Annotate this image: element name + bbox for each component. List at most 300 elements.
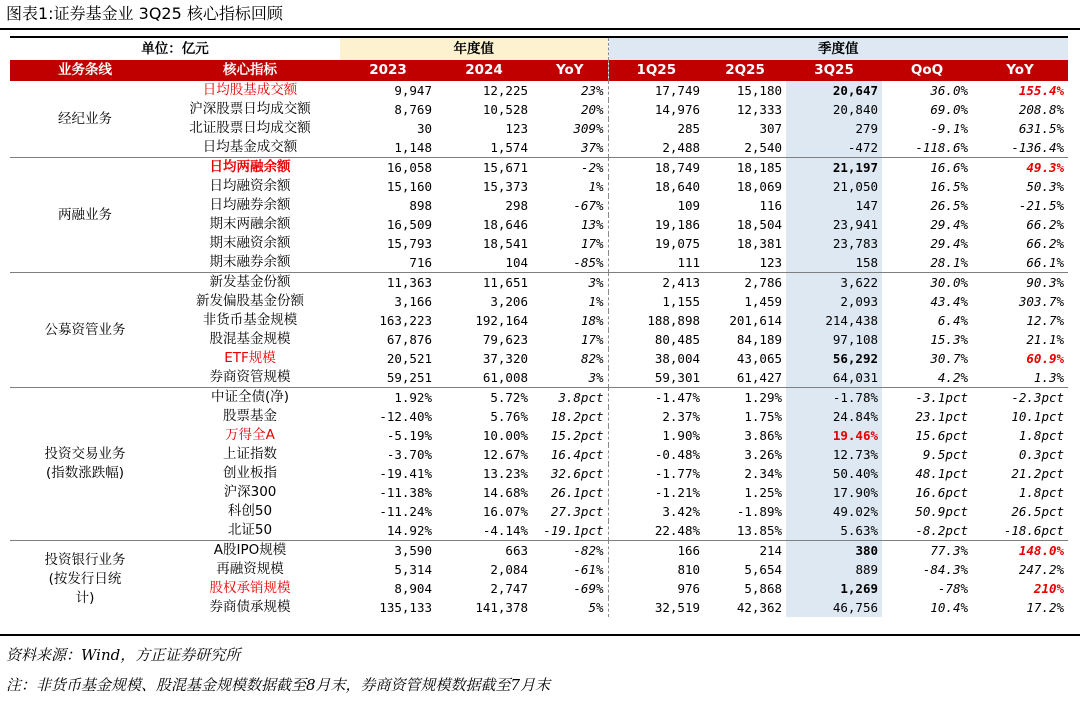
value-cell: 2,413 (608, 273, 704, 293)
value-cell: 188,898 (608, 311, 704, 330)
value-cell: 26.5pct (1011, 504, 1065, 519)
value-cell: 10.1pct (1011, 409, 1065, 424)
value-cell: 303.7% (1018, 294, 1065, 309)
value-cell: 37,320 (482, 351, 528, 366)
table-row (10, 502, 1068, 521)
value-cell: 163,223 (379, 313, 432, 328)
value-cell: 14.68% (482, 485, 528, 500)
metric-name: 沪深300 (223, 484, 277, 500)
metric-name: 日均两融余额 (160, 158, 340, 178)
value-cell: 1% (588, 179, 604, 194)
value-cell: 2.34% (744, 466, 783, 481)
value-cell: 3% (588, 370, 604, 385)
value-cell: 18,185 (704, 158, 786, 178)
value-cell: 2,747 (490, 581, 528, 596)
value-cell: 2.37% (608, 407, 704, 426)
value-cell: 16.5% (930, 179, 969, 194)
value-cell: 18,749 (608, 158, 704, 178)
table-row (10, 464, 1068, 483)
metric-name: 日均股基成交额 (202, 82, 298, 98)
value-cell: 123 (759, 255, 783, 270)
value-cell: 18,504 (736, 217, 783, 232)
value-cell: 976 (608, 579, 704, 598)
value-cell: -136.4% (1011, 140, 1065, 155)
col-header: YoY (532, 60, 608, 81)
value-cell: 15,793 (386, 236, 432, 251)
value-cell: 2,084 (490, 562, 528, 577)
value-cell: 166 (608, 541, 704, 561)
annual-header: 年度值 (340, 37, 608, 60)
metric-name: 科创50 (227, 503, 273, 519)
value-cell: 4.2% (937, 370, 969, 385)
value-cell: 32.6pct (550, 466, 604, 481)
table-row (10, 311, 1068, 330)
value-cell: 0.3pct (1018, 447, 1065, 462)
table-row (10, 541, 1068, 561)
segment-label (10, 158, 160, 273)
value-cell: 5,314 (394, 562, 432, 577)
value-cell: -1.47% (608, 388, 704, 408)
metric-name: 新发基金份额 (160, 273, 340, 293)
value-cell: 82% (580, 351, 604, 366)
value-cell: 19,075 (608, 234, 704, 253)
value-cell: -18.6pct (1003, 523, 1065, 538)
value-cell: 201,614 (729, 313, 783, 328)
metric-name: 股混基金规模 (209, 331, 291, 347)
value-cell: 2,540 (744, 140, 783, 155)
value-cell: 84,189 (736, 332, 783, 347)
col-header: 3Q25 (786, 60, 882, 81)
value-cell: 59,301 (608, 368, 704, 388)
value-cell: -19.1pct (543, 523, 604, 538)
footnote: 注：非货币基金规模、股混基金规模数据截至8月末，券商资管规模数据截至7月末 (6, 676, 551, 694)
value-cell: 26.5% (930, 198, 969, 213)
table-row (10, 292, 1068, 311)
value-cell: -4.14% (482, 523, 528, 538)
value-cell: 22.48% (608, 521, 704, 541)
value-cell: 12.67% (482, 447, 528, 462)
value-cell: 17% (580, 236, 604, 251)
value-cell: 66.2% (1026, 236, 1065, 251)
value-cell: 8,769 (394, 102, 432, 117)
value-cell: 18,541 (482, 236, 528, 251)
value-cell: 43,065 (736, 351, 783, 366)
value-cell: 43.4% (930, 294, 969, 309)
value-cell: 2,488 (608, 138, 704, 158)
value-cell: -82% (532, 541, 608, 561)
value-cell: 61,008 (482, 370, 528, 385)
value-cell: 28.1% (930, 255, 969, 270)
value-cell: 663 (436, 541, 532, 561)
value-cell: 23,783 (786, 234, 882, 253)
value-cell: -21.5% (1018, 198, 1065, 213)
value-cell: 38,004 (608, 349, 704, 368)
value-cell: 3.86% (744, 428, 783, 443)
segment-label-line: 公募资管业务 (44, 321, 126, 338)
value-cell: 116 (759, 198, 783, 213)
table-row (10, 407, 1068, 426)
col-header: 1Q25 (608, 60, 704, 81)
metric-name: ETF规模 (224, 350, 276, 366)
value-cell: 1.8pct (1018, 428, 1065, 443)
metric-name: 中证全债(净) (160, 388, 340, 408)
table-row (10, 388, 1068, 408)
metric-name: 上证指数 (223, 446, 277, 462)
value-cell: 20,840 (786, 100, 882, 119)
value-cell: 17% (580, 332, 604, 347)
value-cell: 29.4% (930, 217, 969, 232)
metric-name: 沪深股票日均成交额 (189, 101, 311, 117)
segment-label-line: 经纪业务 (58, 110, 112, 127)
metrics-table (10, 36, 1068, 617)
value-cell: 307 (759, 121, 783, 136)
value-cell: -78% (937, 581, 969, 596)
value-cell: -118.6% (915, 140, 969, 155)
value-cell: 1.8pct (1018, 485, 1065, 500)
value-cell: 21.1% (1026, 332, 1065, 347)
table-row (10, 349, 1068, 368)
value-cell: 50.3% (1026, 179, 1065, 194)
table-row (10, 177, 1068, 196)
table-row (10, 426, 1068, 445)
value-cell: -3.1pct (882, 388, 972, 408)
value-cell: 298 (505, 198, 528, 213)
value-cell: 10,528 (482, 102, 528, 117)
value-cell: 11,651 (436, 273, 532, 293)
value-cell: 158 (786, 253, 882, 273)
metric-name: 创业板指 (223, 465, 277, 481)
value-cell: 3.8pct (532, 388, 608, 408)
value-cell: 23,941 (786, 215, 882, 234)
value-cell: 69.0% (930, 102, 969, 117)
col-header: QoQ (882, 60, 972, 81)
value-cell: 61,427 (736, 370, 783, 385)
value-cell: 66.2% (1026, 217, 1065, 232)
value-cell: 15,373 (482, 179, 528, 194)
segment-label (10, 541, 160, 618)
value-cell: 16,058 (340, 158, 436, 178)
value-cell: 12,333 (736, 102, 783, 117)
metric-name: 日均融资余额 (209, 178, 291, 194)
value-cell: 214 (704, 541, 786, 561)
value-cell: 2,786 (704, 273, 786, 293)
metric-name: 再融资规模 (216, 561, 284, 577)
value-cell: 1.29% (704, 388, 786, 408)
value-cell: 10.4% (930, 600, 969, 615)
table-row (10, 215, 1068, 234)
value-cell: 18,069 (736, 179, 783, 194)
value-cell: 16.4pct (550, 447, 604, 462)
col-header: 2024 (436, 60, 532, 81)
metric-name: 北证股票日均成交额 (189, 120, 311, 136)
table-row (10, 598, 1068, 617)
value-cell: 208.8% (1018, 102, 1065, 117)
table-row (10, 483, 1068, 502)
value-cell: 12.73% (786, 445, 882, 464)
value-cell: 20,521 (386, 351, 432, 366)
metric-name: 北证50 (227, 522, 273, 538)
table-row (10, 445, 1068, 464)
value-cell: 898 (409, 198, 432, 213)
value-cell: 50.9pct (915, 504, 969, 519)
value-cell: -0.48% (608, 445, 704, 464)
value-cell: 59,251 (386, 370, 432, 385)
table-row (10, 158, 1068, 178)
value-cell: 631.5% (1018, 121, 1065, 136)
value-cell: -1.89% (736, 504, 783, 519)
value-cell: 3% (532, 273, 608, 293)
value-cell: -85% (573, 255, 604, 270)
segment-label-line: (按发行日统 (48, 570, 122, 587)
metric-name: 非货币基金规模 (202, 312, 298, 328)
metric-name: 期末融资余额 (209, 235, 291, 251)
value-cell: 3,590 (340, 541, 436, 561)
value-cell: 14,976 (608, 100, 704, 119)
table-row (10, 81, 1068, 100)
value-cell: 21,197 (786, 158, 882, 178)
value-cell: 26.1pct (550, 485, 604, 500)
table-row (10, 521, 1068, 541)
value-cell: 5,868 (744, 581, 783, 596)
value-cell: 3.26% (744, 447, 783, 462)
table-row (10, 100, 1068, 119)
col-header: 2Q25 (704, 60, 786, 81)
value-cell: 810 (608, 560, 704, 579)
value-cell: 16.6pct (915, 485, 969, 500)
value-cell: 15.6pct (915, 428, 969, 443)
col-header: YoY (972, 60, 1068, 81)
value-cell: 1,148 (394, 140, 432, 155)
value-cell: 123 (505, 121, 528, 136)
value-cell: 247.2% (1018, 562, 1065, 577)
value-cell: 21.2pct (1011, 466, 1065, 481)
value-cell: 66.1% (1026, 255, 1065, 270)
value-cell: 64,031 (786, 368, 882, 388)
value-cell: 80,485 (608, 330, 704, 349)
segment-label (10, 81, 160, 158)
value-cell: 104 (505, 255, 528, 270)
value-cell: 1,269 (786, 579, 882, 598)
table-row (10, 368, 1068, 388)
value-cell: 716 (409, 255, 432, 270)
table-row (10, 560, 1068, 579)
value-cell: 1.92% (340, 388, 436, 408)
value-cell: 5.76% (490, 409, 528, 424)
metric-header: 核心指标 (160, 60, 340, 81)
value-cell: 20% (580, 102, 604, 117)
value-cell: 214,438 (786, 311, 882, 330)
value-cell: 9,947 (394, 83, 432, 98)
value-cell: 3,622 (786, 273, 882, 293)
value-cell: 27.3pct (550, 504, 604, 519)
value-cell: 17.90% (786, 483, 882, 502)
value-cell: 12.7% (1026, 313, 1065, 328)
value-cell: -1.77% (608, 464, 704, 483)
value-cell: -2% (532, 158, 608, 178)
value-cell: 5% (588, 600, 604, 615)
value-cell: -19.41% (379, 466, 432, 481)
value-cell: 16.07% (482, 504, 528, 519)
value-cell: 18,381 (736, 236, 783, 251)
value-cell: 37% (580, 140, 604, 155)
value-cell: 1,574 (490, 140, 528, 155)
value-cell: -69% (573, 581, 604, 596)
metric-name: 券商资管规模 (209, 369, 291, 385)
segment-label-line: (指数涨跌幅) (45, 465, 125, 481)
value-cell: 18,640 (608, 177, 704, 196)
value-cell: 30.7% (930, 351, 969, 366)
value-cell: 309% (573, 121, 604, 136)
value-cell: 5.63% (786, 521, 882, 541)
value-cell: -11.24% (379, 504, 432, 519)
value-cell: -8.2pct (915, 523, 969, 538)
value-cell: 30.0% (882, 273, 972, 293)
value-cell: 15.3% (930, 332, 969, 347)
value-cell: 29.4% (930, 236, 969, 251)
value-cell: 15,180 (736, 83, 783, 98)
value-cell: 32,519 (608, 598, 704, 617)
value-cell: 141,378 (475, 600, 528, 615)
figure-title: 图表1:证券基金业 3Q25 核心指标回顾 (6, 4, 283, 23)
value-cell: 1.75% (744, 409, 783, 424)
quarterly-header: 季度值 (608, 37, 1068, 60)
value-cell: 889 (786, 560, 882, 579)
unit-header: 单位：亿元 (10, 37, 340, 60)
value-cell: 21,050 (786, 177, 882, 196)
value-cell: 1.25% (744, 485, 783, 500)
value-cell: -84.3% (922, 562, 969, 577)
value-cell: -472 (786, 138, 882, 158)
value-cell: -2.3pct (972, 388, 1068, 408)
value-cell: 380 (786, 541, 882, 561)
value-cell: -12.40% (379, 409, 432, 424)
table-row (10, 119, 1068, 138)
segment-header: 业务条线 (10, 60, 160, 81)
table-row (10, 273, 1068, 293)
value-cell: 1% (588, 294, 604, 309)
value-cell: 13% (580, 217, 604, 232)
value-cell: 147 (786, 196, 882, 215)
value-cell: 23% (580, 83, 604, 98)
metric-name: A股IPO规模 (160, 541, 340, 561)
value-cell: 14.92% (386, 523, 432, 538)
value-cell: 48.1pct (915, 466, 969, 481)
value-cell: 1,459 (744, 294, 783, 309)
value-cell: 279 (786, 119, 882, 138)
value-cell: 109 (608, 196, 704, 215)
metric-name: 新发偏股基金份额 (196, 293, 304, 309)
segment-label-line: 两融业务 (58, 206, 112, 223)
value-cell: -67% (573, 198, 604, 213)
metric-name: 股票基金 (223, 408, 277, 424)
value-cell: 67,876 (386, 332, 432, 347)
metric-name: 日均基金成交额 (202, 139, 298, 155)
value-cell: 18% (580, 313, 604, 328)
value-cell: 97,108 (786, 330, 882, 349)
value-cell: 11,363 (340, 273, 436, 293)
table-row (10, 196, 1068, 215)
value-cell: -61% (573, 562, 604, 577)
value-cell: -9.1% (930, 121, 969, 136)
segment-label-line: 投资银行业务 (44, 551, 126, 568)
value-cell: 18,646 (482, 217, 528, 232)
value-cell: 3,166 (394, 294, 432, 309)
table-body (10, 81, 1068, 617)
value-cell: 13.85% (736, 523, 783, 538)
value-cell: 13.23% (482, 466, 528, 481)
value-cell: -1.78% (786, 388, 882, 408)
value-cell: 1.3% (1033, 370, 1065, 385)
value-cell: 10.00% (482, 428, 528, 443)
value-cell: 16,509 (386, 217, 432, 232)
footer-rule (0, 634, 1080, 636)
value-cell: 18.2pct (550, 409, 604, 424)
value-cell: -11.38% (379, 485, 432, 500)
value-cell: 15,671 (436, 158, 532, 178)
value-cell: 285 (608, 119, 704, 138)
segment-label (10, 273, 160, 388)
value-cell: -5.19% (386, 428, 432, 443)
value-cell: 2,093 (786, 292, 882, 311)
value-cell: 23.1pct (915, 409, 969, 424)
value-cell: 6.4% (937, 313, 969, 328)
value-cell: 36.0% (930, 83, 969, 98)
value-cell: 135,133 (379, 600, 432, 615)
source-note: 资料来源：Wind，方正证券研究所 (6, 646, 241, 664)
value-cell: 192,164 (475, 313, 528, 328)
metric-name: 日均融券余额 (209, 197, 291, 213)
value-cell: 148.0% (972, 541, 1068, 561)
value-cell: 24.84% (786, 407, 882, 426)
value-cell: 90.3% (972, 273, 1068, 293)
value-cell: 1.90% (608, 426, 704, 445)
value-cell: 3.42% (608, 502, 704, 521)
value-cell: 17.2% (1026, 600, 1065, 615)
metric-name: 券商债承规模 (209, 599, 291, 615)
value-cell: -1.21% (608, 483, 704, 502)
value-cell: 210% (1033, 581, 1065, 596)
value-cell: 155.4% (1018, 83, 1065, 98)
value-cell: 50.40% (786, 464, 882, 483)
table-row (10, 138, 1068, 158)
metric-name: 股权承销规模 (209, 580, 291, 596)
value-cell: 5.72% (436, 388, 532, 408)
value-cell: 3,206 (490, 294, 528, 309)
value-cell: 30 (416, 121, 432, 136)
value-cell: 42,362 (736, 600, 783, 615)
segment-label-line: 投资交易业务 (44, 446, 126, 462)
value-cell: 5,654 (744, 562, 783, 577)
table-row (10, 234, 1068, 253)
value-cell: 9.5pct (922, 447, 969, 462)
value-cell: 12,225 (482, 83, 528, 98)
value-cell: 8,904 (394, 581, 432, 596)
value-cell: 16.6% (882, 158, 972, 178)
table-row (10, 330, 1068, 349)
value-cell: 15.2pct (550, 428, 604, 443)
value-cell: -3.70% (386, 447, 432, 462)
segment-label (10, 388, 160, 541)
value-cell: 1,155 (608, 292, 704, 311)
value-cell: 49.3% (972, 158, 1068, 178)
value-cell: 19,186 (608, 215, 704, 234)
value-cell: 49.02% (786, 502, 882, 521)
value-cell: 77.3% (882, 541, 972, 561)
metric-name: 期末融券余额 (209, 254, 291, 270)
value-cell: 19.46% (786, 426, 882, 445)
metric-name: 万得全A (225, 427, 275, 443)
value-cell: 46,756 (786, 598, 882, 617)
